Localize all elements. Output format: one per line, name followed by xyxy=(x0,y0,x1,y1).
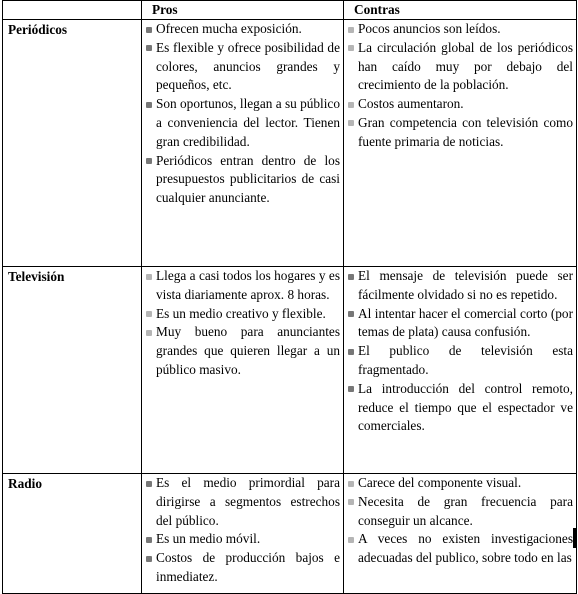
list-item-text: Costos de producción bajos e inmediatez. xyxy=(156,550,340,584)
list-item xyxy=(144,20,340,39)
bullet-icon xyxy=(348,45,354,51)
list-item-text: Necesita de gran frecuencia para conseguir un alcance. xyxy=(358,493,573,528)
bullet-icon xyxy=(146,158,152,164)
bullet-icon xyxy=(348,274,354,280)
list-item xyxy=(346,530,573,568)
bullet-icon xyxy=(146,27,152,33)
row-label: Televisión xyxy=(3,267,142,474)
list-item xyxy=(144,95,340,151)
list-item xyxy=(144,305,340,324)
list-item xyxy=(346,267,573,305)
pros-contras-table xyxy=(2,0,577,594)
list-item-text: A veces no existen investigaciones adecuadas del publico, sobre todo en las xyxy=(358,531,573,566)
list-item xyxy=(144,152,340,208)
header-contras: Contras xyxy=(344,1,577,20)
bullet-icon xyxy=(348,537,354,543)
pros-cell xyxy=(142,20,344,267)
bullet-icon xyxy=(146,311,152,317)
header-pros: Pros xyxy=(142,1,344,20)
list-item-text: El mensaje de televisión puede ser fácilmente olvidado si no es repetido. xyxy=(358,268,573,302)
bullet-icon xyxy=(348,311,354,317)
pros-list xyxy=(144,267,340,380)
list-item-text: El publico de televisión esta fragmentado. xyxy=(358,343,573,377)
list-item xyxy=(144,323,340,379)
list-item-text: Son oportunos, llegan a su público a conveniencia del lector. Tienen gran credibilidad. xyxy=(156,96,340,149)
contras-cell xyxy=(344,474,577,594)
row-label: Periódicos xyxy=(3,20,142,267)
list-item xyxy=(346,305,573,343)
text-cursor-mark xyxy=(573,528,576,548)
list-item xyxy=(144,549,340,587)
bullet-icon xyxy=(348,386,354,392)
contras-cell xyxy=(344,20,577,267)
bullet-icon xyxy=(146,330,152,336)
pros-cell xyxy=(142,267,344,474)
header-row xyxy=(3,1,577,20)
list-item xyxy=(144,474,340,530)
list-item xyxy=(144,267,340,305)
bullet-icon xyxy=(348,102,354,108)
bullet-icon xyxy=(146,556,152,562)
list-item-text: Pocos anuncios son leídos. xyxy=(358,21,501,36)
list-item-text: Es flexible y ofrece posibilidad de colores, anuncios grandes y pequeños, etc. xyxy=(156,39,340,93)
list-item xyxy=(346,39,573,95)
bullet-icon xyxy=(348,27,354,33)
list-item xyxy=(346,493,573,531)
list-item-text: Es un medio móvil. xyxy=(156,531,261,547)
comparison-document xyxy=(2,0,577,594)
list-item-text: Es el medio primordial para dirigirse a segmentos estrechos del público. xyxy=(156,475,340,528)
contras-list xyxy=(346,20,573,152)
list-item-text: Muy bueno para anunciantes grandes que quieren llegar a un público masivo. xyxy=(156,324,340,377)
bullet-icon xyxy=(146,481,152,487)
list-item xyxy=(346,20,573,39)
pros-cell xyxy=(142,474,344,594)
header-empty xyxy=(3,1,142,20)
pros-list xyxy=(144,20,340,208)
bullet-icon xyxy=(146,537,152,543)
contras-list xyxy=(346,474,573,568)
bullet-icon xyxy=(348,499,354,505)
list-item-text: Es un medio creativo y flexible. xyxy=(156,305,326,321)
bullet-icon xyxy=(146,274,152,280)
table-row-radio xyxy=(3,474,577,594)
list-item-text: Llega a casi todos los hogares y es vista diariamente aprox. 8 horas. xyxy=(156,268,340,302)
list-item-text: Periódicos entran dentro de los presupuestos publicitarios de casi cualquier anunciante. xyxy=(156,152,340,206)
bullet-icon xyxy=(146,102,152,108)
contras-cell xyxy=(344,267,577,474)
table-row-television xyxy=(3,267,577,474)
list-item xyxy=(144,39,340,95)
bullet-icon xyxy=(348,120,354,126)
row-label: Radio xyxy=(3,474,142,594)
list-item xyxy=(144,530,340,549)
list-item xyxy=(346,95,573,114)
table-row-periodicos xyxy=(3,20,577,267)
list-item-text: Ofrecen mucha exposición. xyxy=(156,21,302,36)
list-item-text: La introducción del control remoto, reduce el tiempo que el espectador ve comerciales. xyxy=(358,380,573,434)
list-item-text: La circulación global de los periódicos han caído muy por debajo del crecimiento de la población. xyxy=(358,39,573,93)
list-item-text: Gran competencia con televisión como fuente primaria de noticias. xyxy=(358,114,573,149)
list-item xyxy=(346,114,573,152)
bullet-icon xyxy=(348,349,354,355)
bullet-icon xyxy=(146,45,152,51)
contras-list xyxy=(346,267,573,436)
list-item-text: Costos aumentaron. xyxy=(358,96,464,112)
list-item xyxy=(346,342,573,380)
list-item-text: Al intentar hacer el comercial corto (por temas de plata) causa confusión. xyxy=(358,305,573,340)
list-item xyxy=(346,380,573,436)
pros-list xyxy=(144,474,340,587)
list-item xyxy=(346,474,573,493)
bullet-icon xyxy=(348,481,354,487)
list-item-text: Carece del componente visual. xyxy=(358,475,522,490)
